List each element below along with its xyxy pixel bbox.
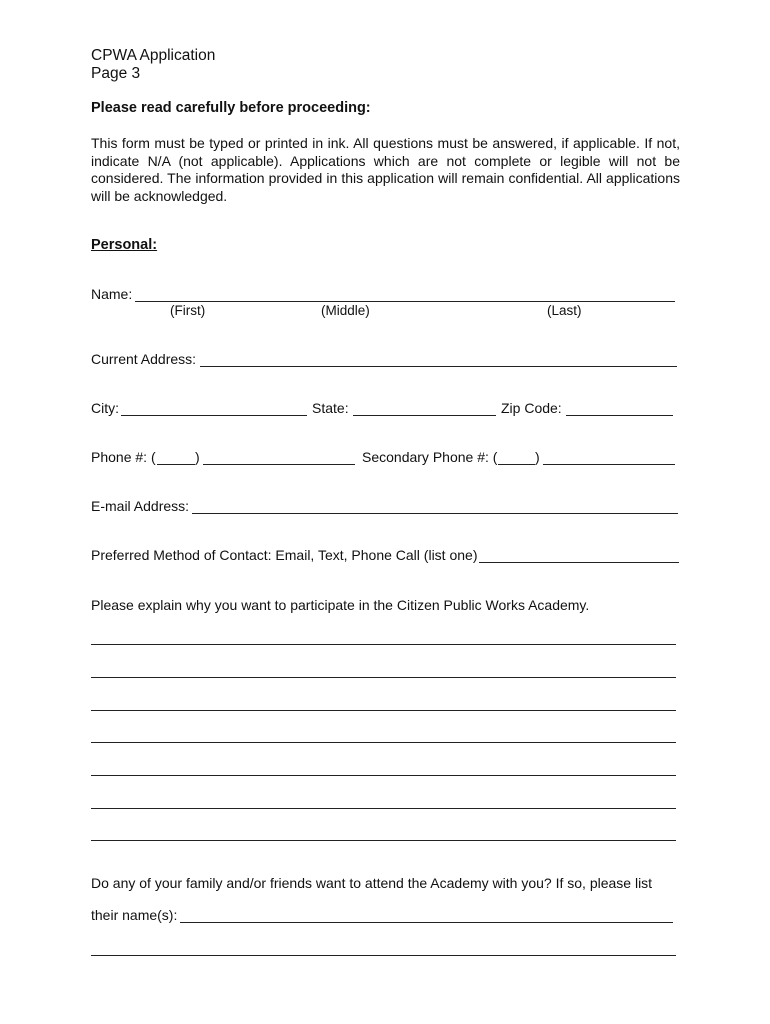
secondary-phone-number-line[interactable]: [543, 464, 675, 465]
phone-label: Phone #: (: [91, 449, 156, 465]
address-label: Current Address:: [91, 351, 197, 367]
secondary-phone-label: Secondary Phone #: (: [362, 449, 498, 465]
contact-method-label: Preferred Method of Contact: Email, Text, Phone Call (list one): [91, 547, 478, 563]
answer-line[interactable]: [91, 742, 676, 743]
answer-line[interactable]: [91, 775, 676, 776]
contact-method-input-line[interactable]: [479, 562, 679, 563]
state-label: State:: [312, 400, 349, 416]
city-input-line[interactable]: [121, 415, 307, 416]
zip-input-line[interactable]: [566, 415, 673, 416]
phone-paren-close: ): [195, 449, 200, 465]
state-input-line[interactable]: [353, 415, 496, 416]
instructions-heading: Please read carefully before proceeding:: [91, 100, 371, 116]
personal-section-heading: Personal:: [91, 237, 158, 253]
instructions-paragraph: This form must be typed or printed in ink. All questions must be answered, if applicable. If not, indicate N/A (not applicable). Applications which are not complete or legible will not be considered. The information provided in this application will remain confidential. All applications will be acknowledged.: [91, 135, 680, 204]
answer-line[interactable]: [91, 840, 676, 841]
secondary-paren-close: ): [535, 449, 540, 465]
page-number: Page 3: [91, 65, 141, 82]
secondary-area-code-line[interactable]: [498, 464, 535, 465]
phone-number-line[interactable]: [203, 464, 355, 465]
city-label: City:: [91, 400, 119, 416]
address-input-line[interactable]: [200, 366, 677, 367]
names-input-line[interactable]: [180, 922, 673, 923]
names-extra-line[interactable]: [91, 955, 676, 956]
email-input-line[interactable]: [192, 513, 678, 514]
answer-line[interactable]: [91, 644, 676, 645]
name-middle-caption: (Middle): [321, 303, 370, 318]
name-input-line[interactable]: [135, 301, 675, 302]
name-last-caption: (Last): [547, 303, 582, 318]
answer-line[interactable]: [91, 677, 676, 678]
why-participate-question: Please explain why you want to participate in the Citizen Public Works Academy.: [91, 597, 590, 613]
phone-area-code-line[interactable]: [157, 464, 195, 465]
answer-line[interactable]: [91, 710, 676, 711]
names-label: their name(s):: [91, 907, 178, 923]
name-label: Name:: [91, 286, 133, 302]
zip-label: Zip Code:: [501, 400, 562, 416]
name-first-caption: (First): [170, 303, 206, 318]
family-friends-question: Do any of your family and/or friends want to attend the Academy with you? If so, please list: [91, 875, 653, 891]
answer-line[interactable]: [91, 808, 676, 809]
document-title: CPWA Application: [91, 47, 216, 64]
email-label: E-mail Address:: [91, 498, 190, 514]
